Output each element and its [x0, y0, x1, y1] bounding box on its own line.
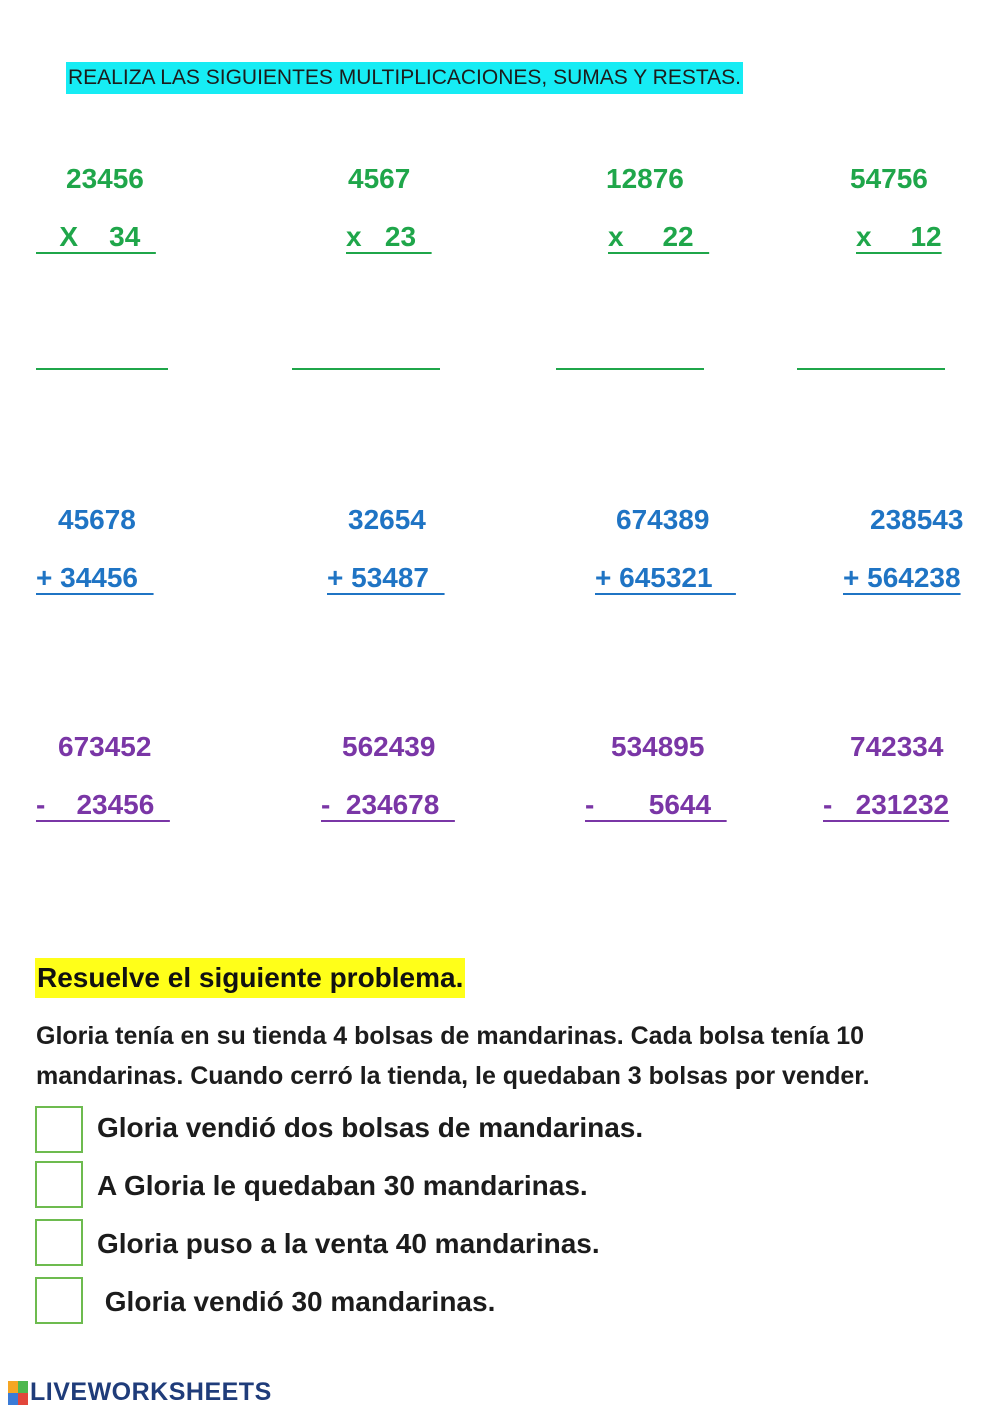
mult-2-operator: x 23: [346, 221, 432, 252]
sub-4-top: 742334: [850, 731, 944, 762]
mult-4-operator: x 12: [856, 221, 942, 252]
mult-1-answer-line: [36, 368, 168, 370]
add-2-operator: + 53487: [327, 562, 445, 593]
instructions-banner: REALIZA LAS SIGUIENTES MULTIPLICACIONES, SUMAS Y RESTAS.: [66, 62, 743, 94]
sub-1-top: 673452: [58, 731, 152, 762]
liveworksheets-logo-icon: [8, 1381, 28, 1405]
sub-1-operator: - 23456: [36, 789, 170, 820]
add-4-operator: + 564238: [843, 562, 961, 593]
option-2-label: A Gloria le quedaban 30 mandarinas.: [97, 1170, 588, 1201]
option-4-label: Gloria vendió 30 mandarinas.: [97, 1286, 496, 1317]
liveworksheets-logo[interactable]: [8, 1378, 272, 1407]
mult-2-top: 4567: [348, 163, 411, 194]
mult-1-operator: X 34: [36, 221, 156, 252]
mult-4-answer-line: [797, 368, 945, 370]
mult-3-operator: x 22: [608, 221, 710, 252]
option-3-label: Gloria puso a la venta 40 mandarinas.: [97, 1228, 600, 1259]
sub-2-operator: - 234678: [321, 789, 455, 820]
add-3-operator: + 645321: [595, 562, 736, 593]
add-3-top: 674389: [616, 504, 710, 535]
sub-3-top: 534895: [611, 731, 705, 762]
add-1-top: 45678: [58, 504, 136, 535]
option-2-checkbox[interactable]: [35, 1161, 83, 1208]
mult-2-answer-line: [292, 368, 440, 370]
mult-3-top: 12876: [606, 163, 684, 194]
sub-3-operator: - 5644: [585, 789, 727, 820]
logo-text: LIVEWORKSHEETS: [30, 1378, 272, 1406]
problem-title: Resuelve el siguiente problema.: [35, 958, 465, 998]
sub-4-operator: - 231232: [823, 789, 950, 820]
option-1-checkbox[interactable]: [35, 1106, 83, 1153]
option-1-label: Gloria vendió dos bolsas de mandarinas.: [97, 1112, 644, 1143]
option-4-checkbox[interactable]: [35, 1277, 83, 1324]
mult-3-answer-line: [556, 368, 704, 370]
sub-2-top: 562439: [342, 731, 436, 762]
mult-4-top: 54756: [850, 163, 928, 194]
option-3-checkbox[interactable]: [35, 1219, 83, 1266]
add-2-top: 32654: [348, 504, 426, 535]
add-1-operator: + 34456: [36, 562, 154, 593]
problem-text: Gloria tenía en su tienda 4 bolsas de mandarinas. Cada bolsa tenía 10 mandarinas. Cuando cerró la tienda, le quedaban 3 bolsas por vender.: [36, 1022, 870, 1090]
mult-1-top: 23456: [66, 163, 144, 194]
add-4-top: 238543: [870, 504, 964, 535]
